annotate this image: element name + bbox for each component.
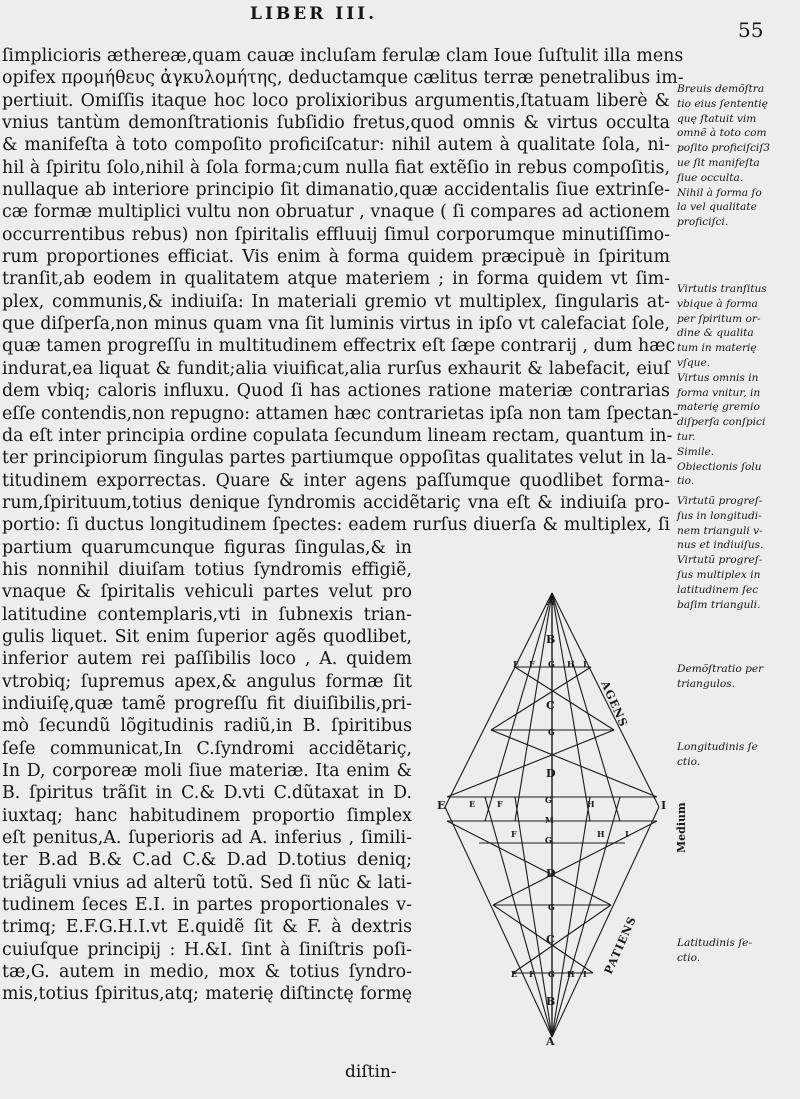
marginal-line: Longitudinis ſe xyxy=(677,741,758,753)
cross-line xyxy=(515,667,614,730)
text-line: eſt penitus,A. ſuperioris ad A. inferius , ſimili- xyxy=(2,828,412,849)
text-line: plex, communis,& indiuiſa: In materiali gremio vt multiplex, ſingularis at- xyxy=(2,291,670,312)
marginal-note xyxy=(677,494,799,612)
point-label: F xyxy=(529,659,535,669)
marginal-line: tur. xyxy=(677,430,696,443)
text-line: occurrentibus rebus) non ſpiritalis effluuij ſimul corporumque minutiſſimo- xyxy=(2,224,670,245)
point-label: I xyxy=(661,799,667,812)
text-line: eſſe contendis,non repugno: attamen hæc contrarietas ipſa non tam ſpectan- xyxy=(2,403,679,424)
text-line: nullaque ab interiore principio ſit dimanatio,quæ accidentalis ſiue extrinſe- xyxy=(2,180,670,201)
text-line: mò ſecundũ lõgitudinis radiũ,in B. ſpiritibus xyxy=(2,716,412,737)
marginal-line: tio. xyxy=(677,475,695,488)
marginal-line: ctio. xyxy=(677,755,701,768)
marginal-line: vſque. xyxy=(677,356,711,369)
text-line: portio: ſi ductus longitudinem ſpectes: eadem rurſus diuerſa & multiplex, ſi xyxy=(2,515,670,536)
marginal-note xyxy=(677,282,799,489)
marginal-line: la vel qualitate xyxy=(677,201,757,214)
point-label: G xyxy=(548,659,555,669)
marginal-line: diſperſa conſpici xyxy=(677,416,766,429)
marginal-line: vbique à forma xyxy=(677,297,758,310)
lower-right-edge xyxy=(552,807,659,1037)
marginal-line: ſus multiplex in xyxy=(677,568,761,581)
text-line: gulis liquet. Sit enim ſuperior agẽs quodlibet, xyxy=(2,626,412,647)
marginal-line: materię gremio xyxy=(677,401,760,414)
point-label: E xyxy=(511,969,518,979)
marginal-line: proficiſci. xyxy=(677,216,729,229)
text-line: partium quarumcunque figuras ſingulas,& in xyxy=(2,537,412,558)
text-line: B. ſpiritus trãſit in C.& D.vti C.dũtaxat in D. xyxy=(2,783,412,804)
text-line: cuiuſque principij : H.&I. ſint à ſiniſtris poſi- xyxy=(2,939,412,960)
upper-ray xyxy=(552,593,590,821)
marginal-line: ſiue occulta. xyxy=(677,171,744,184)
marginal-line: baſim trianguli. xyxy=(677,598,761,611)
text-line: ter principiorum ſingulas partes partiumque oppoſitas qualitates velut in la- xyxy=(2,448,673,469)
text-line: triãguli vnius ad alterũ totũ. Sed ſi nũc & lati- xyxy=(2,872,412,893)
axis-label: B xyxy=(546,995,556,1008)
lower-left-edge xyxy=(445,807,552,1037)
catchword: diſtin- xyxy=(345,1062,397,1082)
point-label: G xyxy=(545,835,552,845)
text-line: ſimplicioris æthereæ,quam cauæ incluſam ferulæ clam Ioue ſuſtulit illa mens xyxy=(2,46,684,66)
apex-label-top: A xyxy=(546,595,555,608)
marginal-line: quę ſtatuit vim xyxy=(677,112,757,125)
apex-label-bottom: A xyxy=(546,1035,555,1045)
point-label: H xyxy=(597,829,605,839)
text-line: latitudine contemplaris,vti in ſubnexis trian- xyxy=(2,604,412,625)
point-label: M xyxy=(545,815,554,825)
marginal-line: Demõſtratio per xyxy=(677,663,764,675)
marginal-note xyxy=(677,662,799,692)
marginal-line: tio eius ſententię xyxy=(677,97,768,110)
text-line: indurat,ea liquat & fundit;alia viuificat,alia rurſus exhaurit & labefacit, eiuſ xyxy=(2,358,670,379)
point-label: E xyxy=(513,659,520,669)
text-line: ter B.ad B.& C.ad C.& D.ad D.totius deniq; xyxy=(2,850,412,871)
axis-label: D xyxy=(546,867,556,880)
point-label: H xyxy=(567,969,575,979)
marginal-line: dine & qualita xyxy=(677,327,754,340)
marginal-note xyxy=(677,936,799,966)
text-line: inferior autem rei paſſibilis loco , A. quidem xyxy=(2,649,412,670)
lower-ray xyxy=(552,797,620,1037)
point-label: G xyxy=(548,969,555,979)
marginal-line: ue ſit manifeſta xyxy=(677,156,760,169)
text-line: tudinem ſeces E.I. in partes proportionales v- xyxy=(2,895,412,916)
cross-line xyxy=(513,905,611,973)
marginal-line: Virtus omnis in xyxy=(677,371,759,384)
agens-label: AGENS xyxy=(598,678,631,730)
text-line: rum proportiones efficiat. Vis enim à forma quidem præcipuè in ſpiritum xyxy=(2,247,670,268)
double-triangle-diagram xyxy=(415,585,695,1045)
text-line: his nonnihil diuiſam totius ſyndromis effigiẽ, xyxy=(2,559,412,580)
marginal-line: Simile. xyxy=(677,445,715,458)
point-label: F xyxy=(497,799,503,809)
text-line: vtrobiq; ſupremus apex,& angulus formæ ſit xyxy=(2,671,412,692)
marginal-line: omnẽ à toto com xyxy=(677,127,767,140)
text-line: quæ tamen progreſſu in multitudinem effectrix eſt ſæpe contrarij , dum hæc xyxy=(2,336,676,357)
marginal-line: latitudinem ſec xyxy=(677,583,759,596)
marginal-line: forma vnitur, in xyxy=(677,386,761,399)
axis-label: C xyxy=(546,699,555,712)
point-label: H xyxy=(567,659,575,669)
axis-label: D xyxy=(546,767,556,780)
text-line: & manifeſta à toto compoſito proficiſcatur: nihil autem à qualitate ſola, ni- xyxy=(2,135,670,156)
text-line: titudinem exporrectas. Quare & inter agens paſſumque quodlibet forma- xyxy=(2,470,670,491)
point-label: G xyxy=(548,902,555,912)
text-line: iuxtaq; hanc habitudinem proportio ſimplex xyxy=(2,805,412,826)
marginal-line: Breuis demõſtra xyxy=(677,83,765,95)
point-label: F xyxy=(511,829,517,839)
marginal-line: poſito proficiſciſ3 xyxy=(677,142,770,155)
medium-label: Medium xyxy=(675,802,688,853)
marginal-line: nus et indiuiſus. xyxy=(677,539,764,552)
point-label: E xyxy=(437,799,446,812)
text-line: vnius tantùm demonſtrationis ſubſidio fretus,quod omnis & virtus occulta xyxy=(2,113,670,134)
text-line: mis,totius ſpiritus,atq; materię diſtinctę formę xyxy=(2,984,412,1005)
text-line: ſeſe communicat,In C.ſyndromi accidẽtariç, xyxy=(2,738,412,759)
point-label: H xyxy=(587,799,595,809)
cross-line xyxy=(493,905,593,973)
marginal-line: tum in materię xyxy=(677,342,757,355)
text-line: vnaque & ſpiritalis vehiculi partes velut pro xyxy=(2,582,412,603)
marginal-line: Virtutũ progreſ- xyxy=(677,495,763,507)
point-label: G xyxy=(545,795,552,805)
marginal-line: nem trianguli v- xyxy=(677,524,763,537)
text-line: hil à ſpiritu ſolo,nihil à ſola forma;cum nulla fiat extẽſio in rebus compoſitis, xyxy=(2,157,670,178)
text-line: indiuiſę,quæ tamẽ progreſſu fit diuiſibilis,pri- xyxy=(2,693,412,714)
lower-ray xyxy=(552,797,590,1037)
point-label: G xyxy=(548,727,555,737)
text-line: que diſperſa,non minus quam vna ſit luminis virtus in ipſo vt calefaciat ſole, xyxy=(2,314,670,335)
text-line: dem vbiq; caloris influxu. Quod ſi has actiones ratione materiæ contrarias xyxy=(2,381,670,402)
page-number: 55 xyxy=(738,18,764,42)
cross-line xyxy=(491,730,657,797)
marginal-line: ſus in longitudi- xyxy=(677,509,762,522)
marginal-line: ctio. xyxy=(677,951,701,964)
marginal-note xyxy=(677,82,799,230)
point-label: E xyxy=(469,799,476,809)
marginal-line: Obiectionis ſolu xyxy=(677,460,762,473)
lower-ray xyxy=(485,797,552,1037)
running-head: LIBER III. xyxy=(250,4,378,24)
point-label: I xyxy=(625,829,629,839)
text-line: opifex προμήθευς ἀγκυλομήτης, deductamque cælitus terræ penetralibus im- xyxy=(2,68,684,89)
text-line: pertiuit. Omiſſis itaque hoc loco prolixioribus argumentis,ſtatuam liberè & xyxy=(2,90,670,111)
point-label: I xyxy=(583,969,587,979)
text-line: In D, corporeæ moli ſiue materiæ. Ita enim & xyxy=(2,761,412,781)
marginal-note xyxy=(677,740,799,770)
point-label: I xyxy=(583,659,587,669)
patiens-label: PATIENS xyxy=(601,914,640,977)
text-line: cæ formæ multiplici vultu non obruatur , vnaque ( ſi compares ad actionem xyxy=(2,202,670,223)
marginal-line: triangulos. xyxy=(677,677,736,690)
marginal-line: Virtutis tranſitus xyxy=(677,283,767,295)
marginal-line: per ſpiritum or- xyxy=(677,312,761,325)
cross-line xyxy=(447,730,614,797)
point-label: F xyxy=(529,969,535,979)
text-line: da eſt inter principia ordine copulata ſecundum lineam rectam, quantum in- xyxy=(2,425,673,446)
text-line: tranſit,ab eodem in qualitatem atque materiem ; in forma quidem vt ſim- xyxy=(2,269,670,290)
axis-label: C xyxy=(546,933,555,946)
marginal-line: Latitudinis ſe- xyxy=(677,937,753,949)
marginal-line: Virtutũ progreſ- xyxy=(677,554,763,567)
axis-label: B xyxy=(546,633,556,646)
text-line: tæ,G. autem in medio, mox & totius ſyndro- xyxy=(2,962,412,983)
text-line: rum,ſpirituum,totius denique ſyndromis accidẽtariç vna eſt & indiuiſa pro- xyxy=(2,492,670,513)
marginal-line: Nihil à forma ſo xyxy=(677,186,762,199)
cross-line xyxy=(491,667,591,730)
text-line: trimq; E.F.G.H.I.vt E.quidẽ ſit & F. à dextris xyxy=(2,917,412,938)
